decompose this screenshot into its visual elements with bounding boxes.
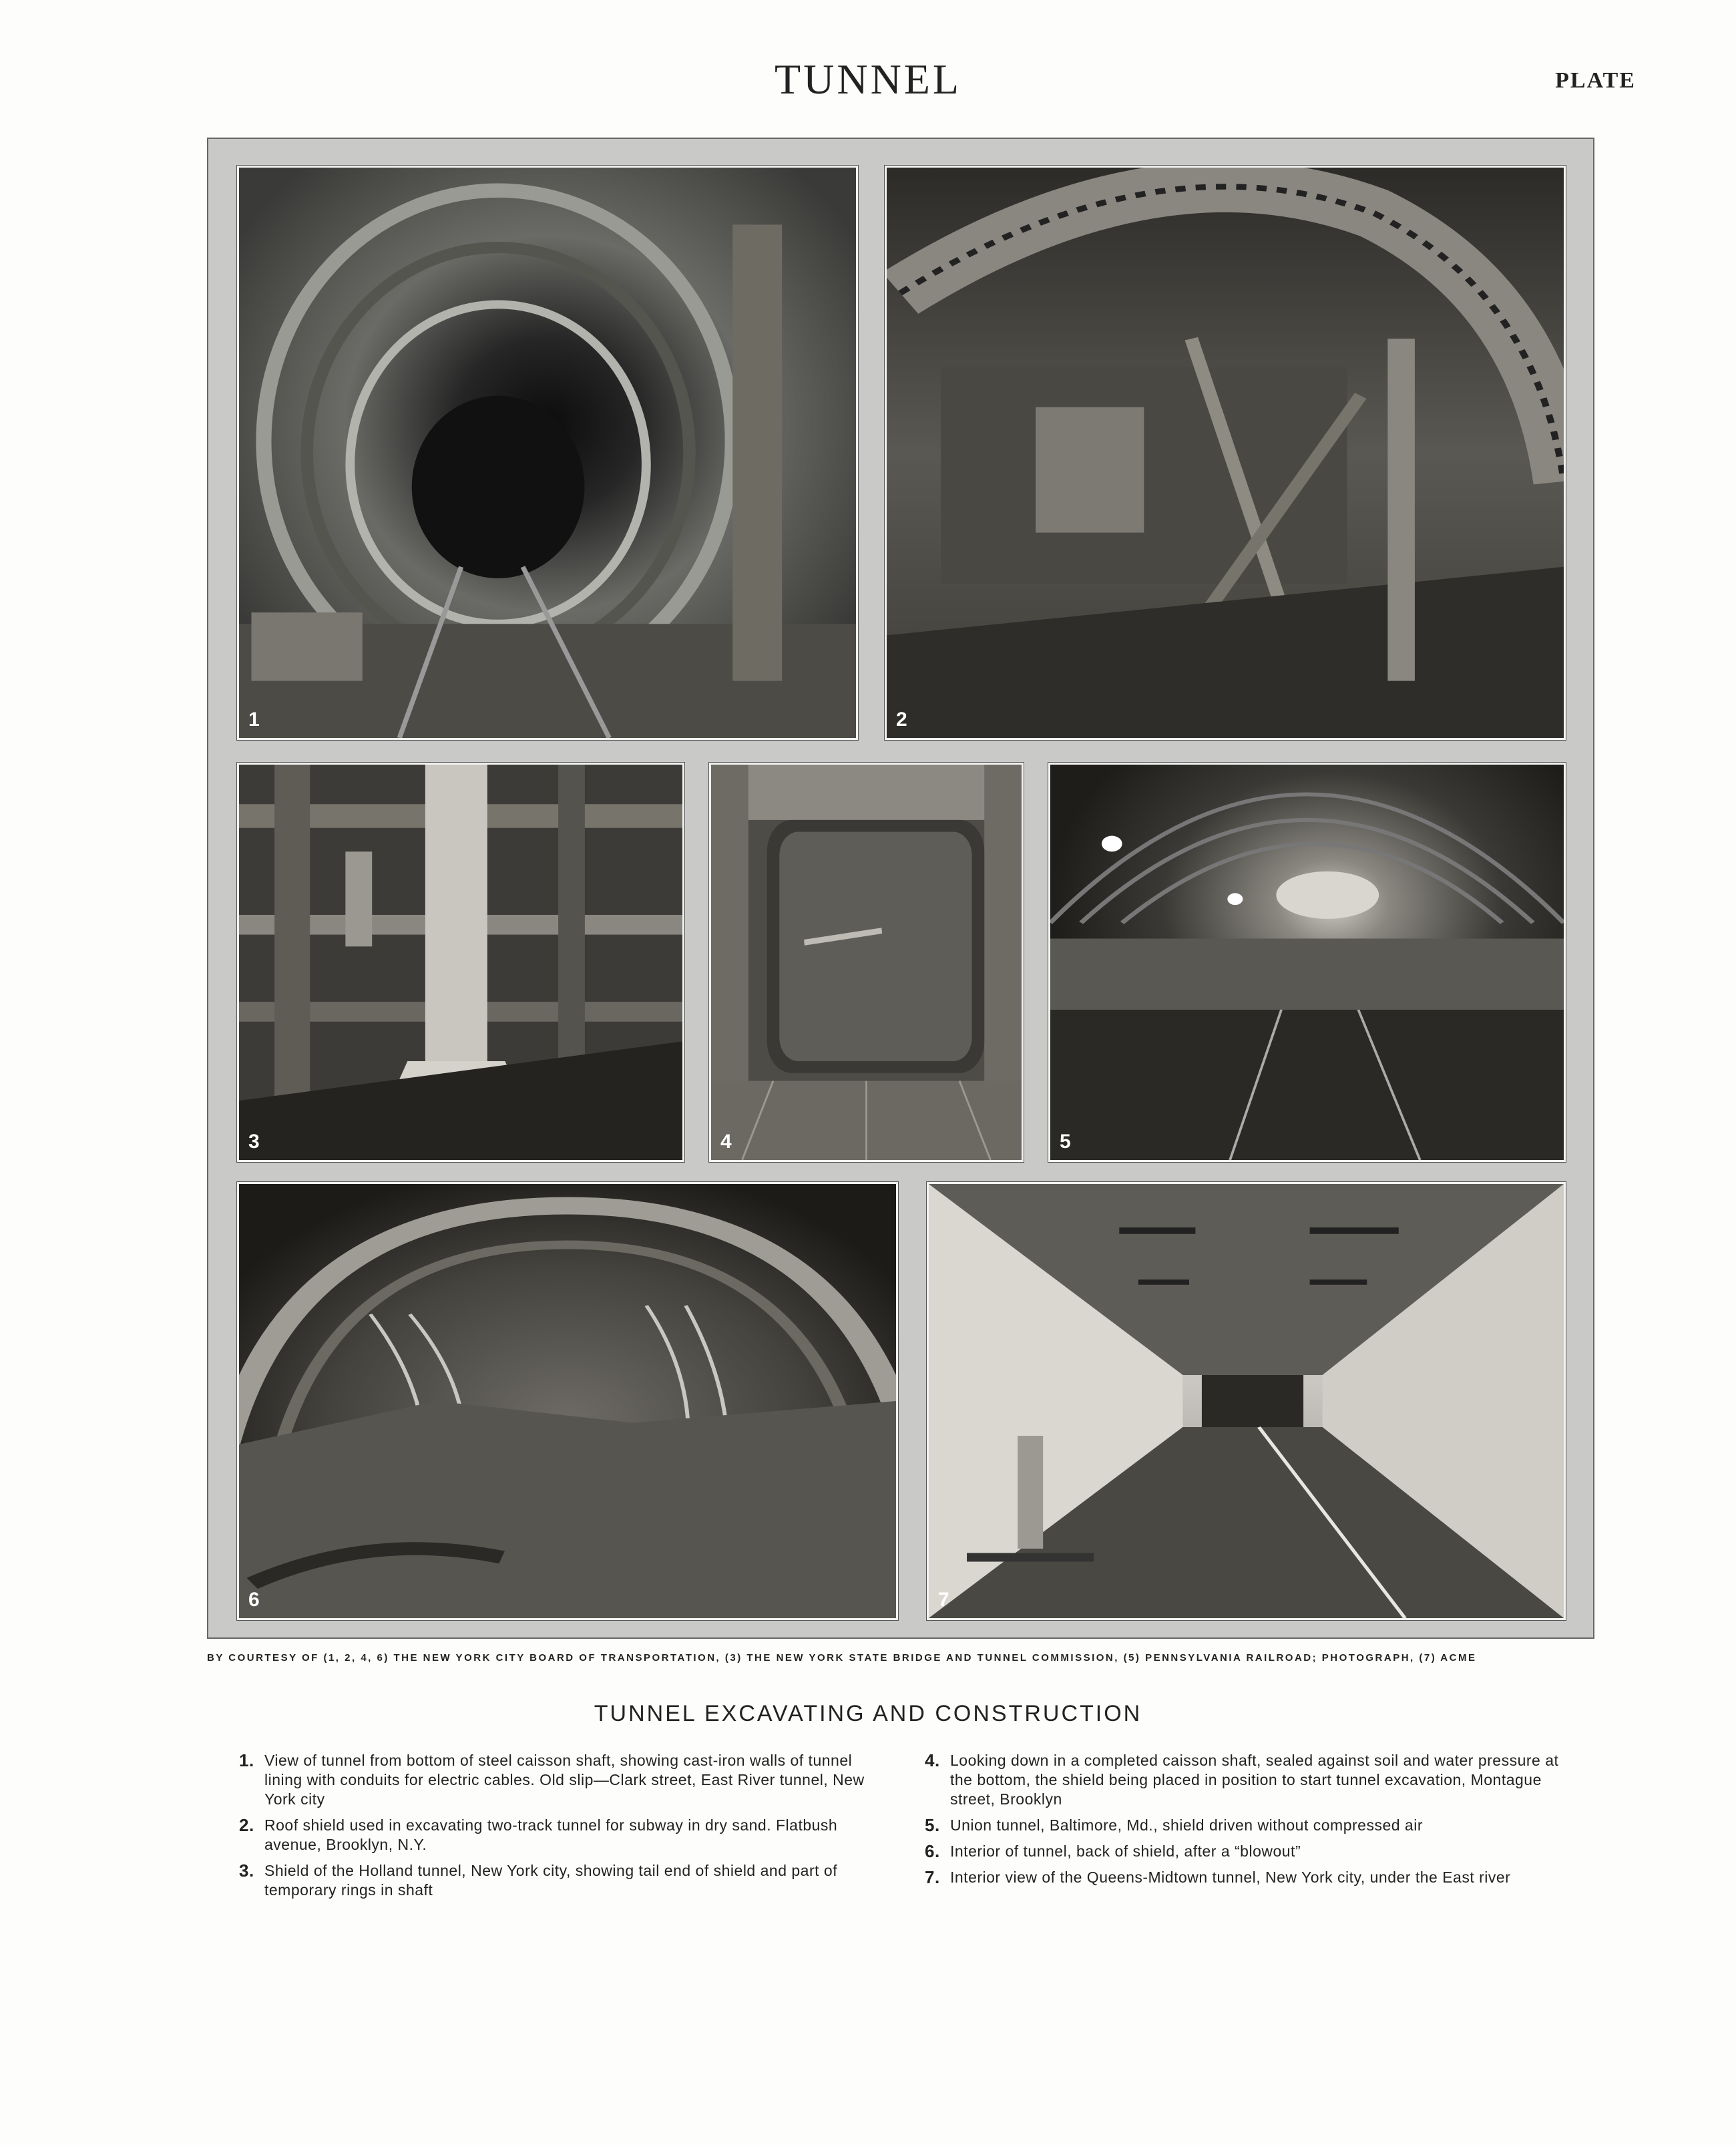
photo-4-image — [711, 765, 1022, 1160]
caption-number: 5. — [925, 1815, 940, 1835]
page-title: TUNNEL — [775, 55, 961, 103]
caption-number: 2. — [239, 1815, 254, 1835]
photo-5-image — [1050, 765, 1564, 1160]
caption-4 — [925, 1751, 1579, 1809]
photo-5-number: 5 — [1060, 1131, 1071, 1153]
photo-6-blowout-interior — [237, 1182, 898, 1620]
photo-5-union-tunnel-baltimore — [1048, 763, 1566, 1162]
caption-number: 3. — [239, 1861, 254, 1881]
caption-text: Shield of the Holland tunnel, New York city, showing tail end of shield and part of temporary rings in shaft — [264, 1862, 838, 1899]
photo-3-image — [239, 765, 682, 1160]
photo-4-number: 4 — [720, 1131, 732, 1153]
caption-number: 1. — [239, 1750, 254, 1770]
caption-2 — [239, 1816, 893, 1855]
caption-text: Looking down in a completed caisson shaft, sealed against soil and water pressure at the bottom, the shield being placed in position to start tunnel excavation, Montague street, Brooklyn — [950, 1752, 1559, 1808]
caption-number: 7. — [925, 1867, 940, 1887]
photo-credits: BY COURTESY OF (1, 2, 4, 6) THE NEW YORK CITY BOARD OF TRANSPORTATION, (3) THE NEW YORK STATE BRIDGE AND TUNNEL COMMISSION, (5) PENNSYLVANIA RAILROAD; PHOTOGRAPH, (7) ACME — [207, 1652, 1477, 1664]
photo-1-number: 1 — [248, 709, 260, 731]
photo-2-number: 2 — [896, 709, 907, 731]
photo-7-number: 7 — [938, 1589, 949, 1611]
photo-4-caisson-shaft-looking-down — [709, 763, 1024, 1162]
plate-label: PLATE — [1555, 68, 1636, 93]
caption-text: Roof shield used in excavating two-track tunnel for subway in dry sand. Flatbush avenue, Brooklyn, N.Y. — [264, 1816, 838, 1853]
caption-text: Interior of tunnel, back of shield, after a “blowout” — [950, 1842, 1301, 1860]
photo-6-number: 6 — [248, 1589, 260, 1611]
caption-3 — [239, 1861, 893, 1900]
section-heading: TUNNEL EXCAVATING AND CONSTRUCTION — [594, 1701, 1142, 1726]
captions-right-column — [925, 1751, 1579, 1894]
photo-3-number: 3 — [248, 1131, 260, 1153]
caption-number: 6. — [925, 1841, 940, 1861]
caption-5 — [925, 1816, 1579, 1835]
photo-2-image — [887, 168, 1564, 738]
caption-text: View of tunnel from bottom of steel caisson shaft, showing cast-iron walls of tunnel lining with conduits for electric cables. Old slip—Clark street, East River tunnel, New York city — [264, 1752, 865, 1808]
photo-3-holland-tunnel-shield — [237, 763, 684, 1162]
caption-1 — [239, 1751, 893, 1809]
photo-1-tunnel-from-caisson-shaft — [237, 166, 858, 740]
photo-7-image — [929, 1184, 1564, 1618]
photo-6-image — [239, 1184, 896, 1618]
caption-text: Interior view of the Queens-Midtown tunnel, New York city, under the East river — [950, 1869, 1511, 1886]
caption-text: Union tunnel, Baltimore, Md., shield driven without compressed air — [950, 1816, 1423, 1834]
captions-left-column — [239, 1751, 893, 1907]
photo-1-image — [239, 168, 856, 738]
caption-6 — [925, 1842, 1579, 1861]
photo-2-roof-shield — [885, 166, 1566, 740]
caption-number: 4. — [925, 1750, 940, 1770]
caption-7 — [925, 1868, 1579, 1887]
photo-7-queens-midtown-tunnel — [927, 1182, 1566, 1620]
